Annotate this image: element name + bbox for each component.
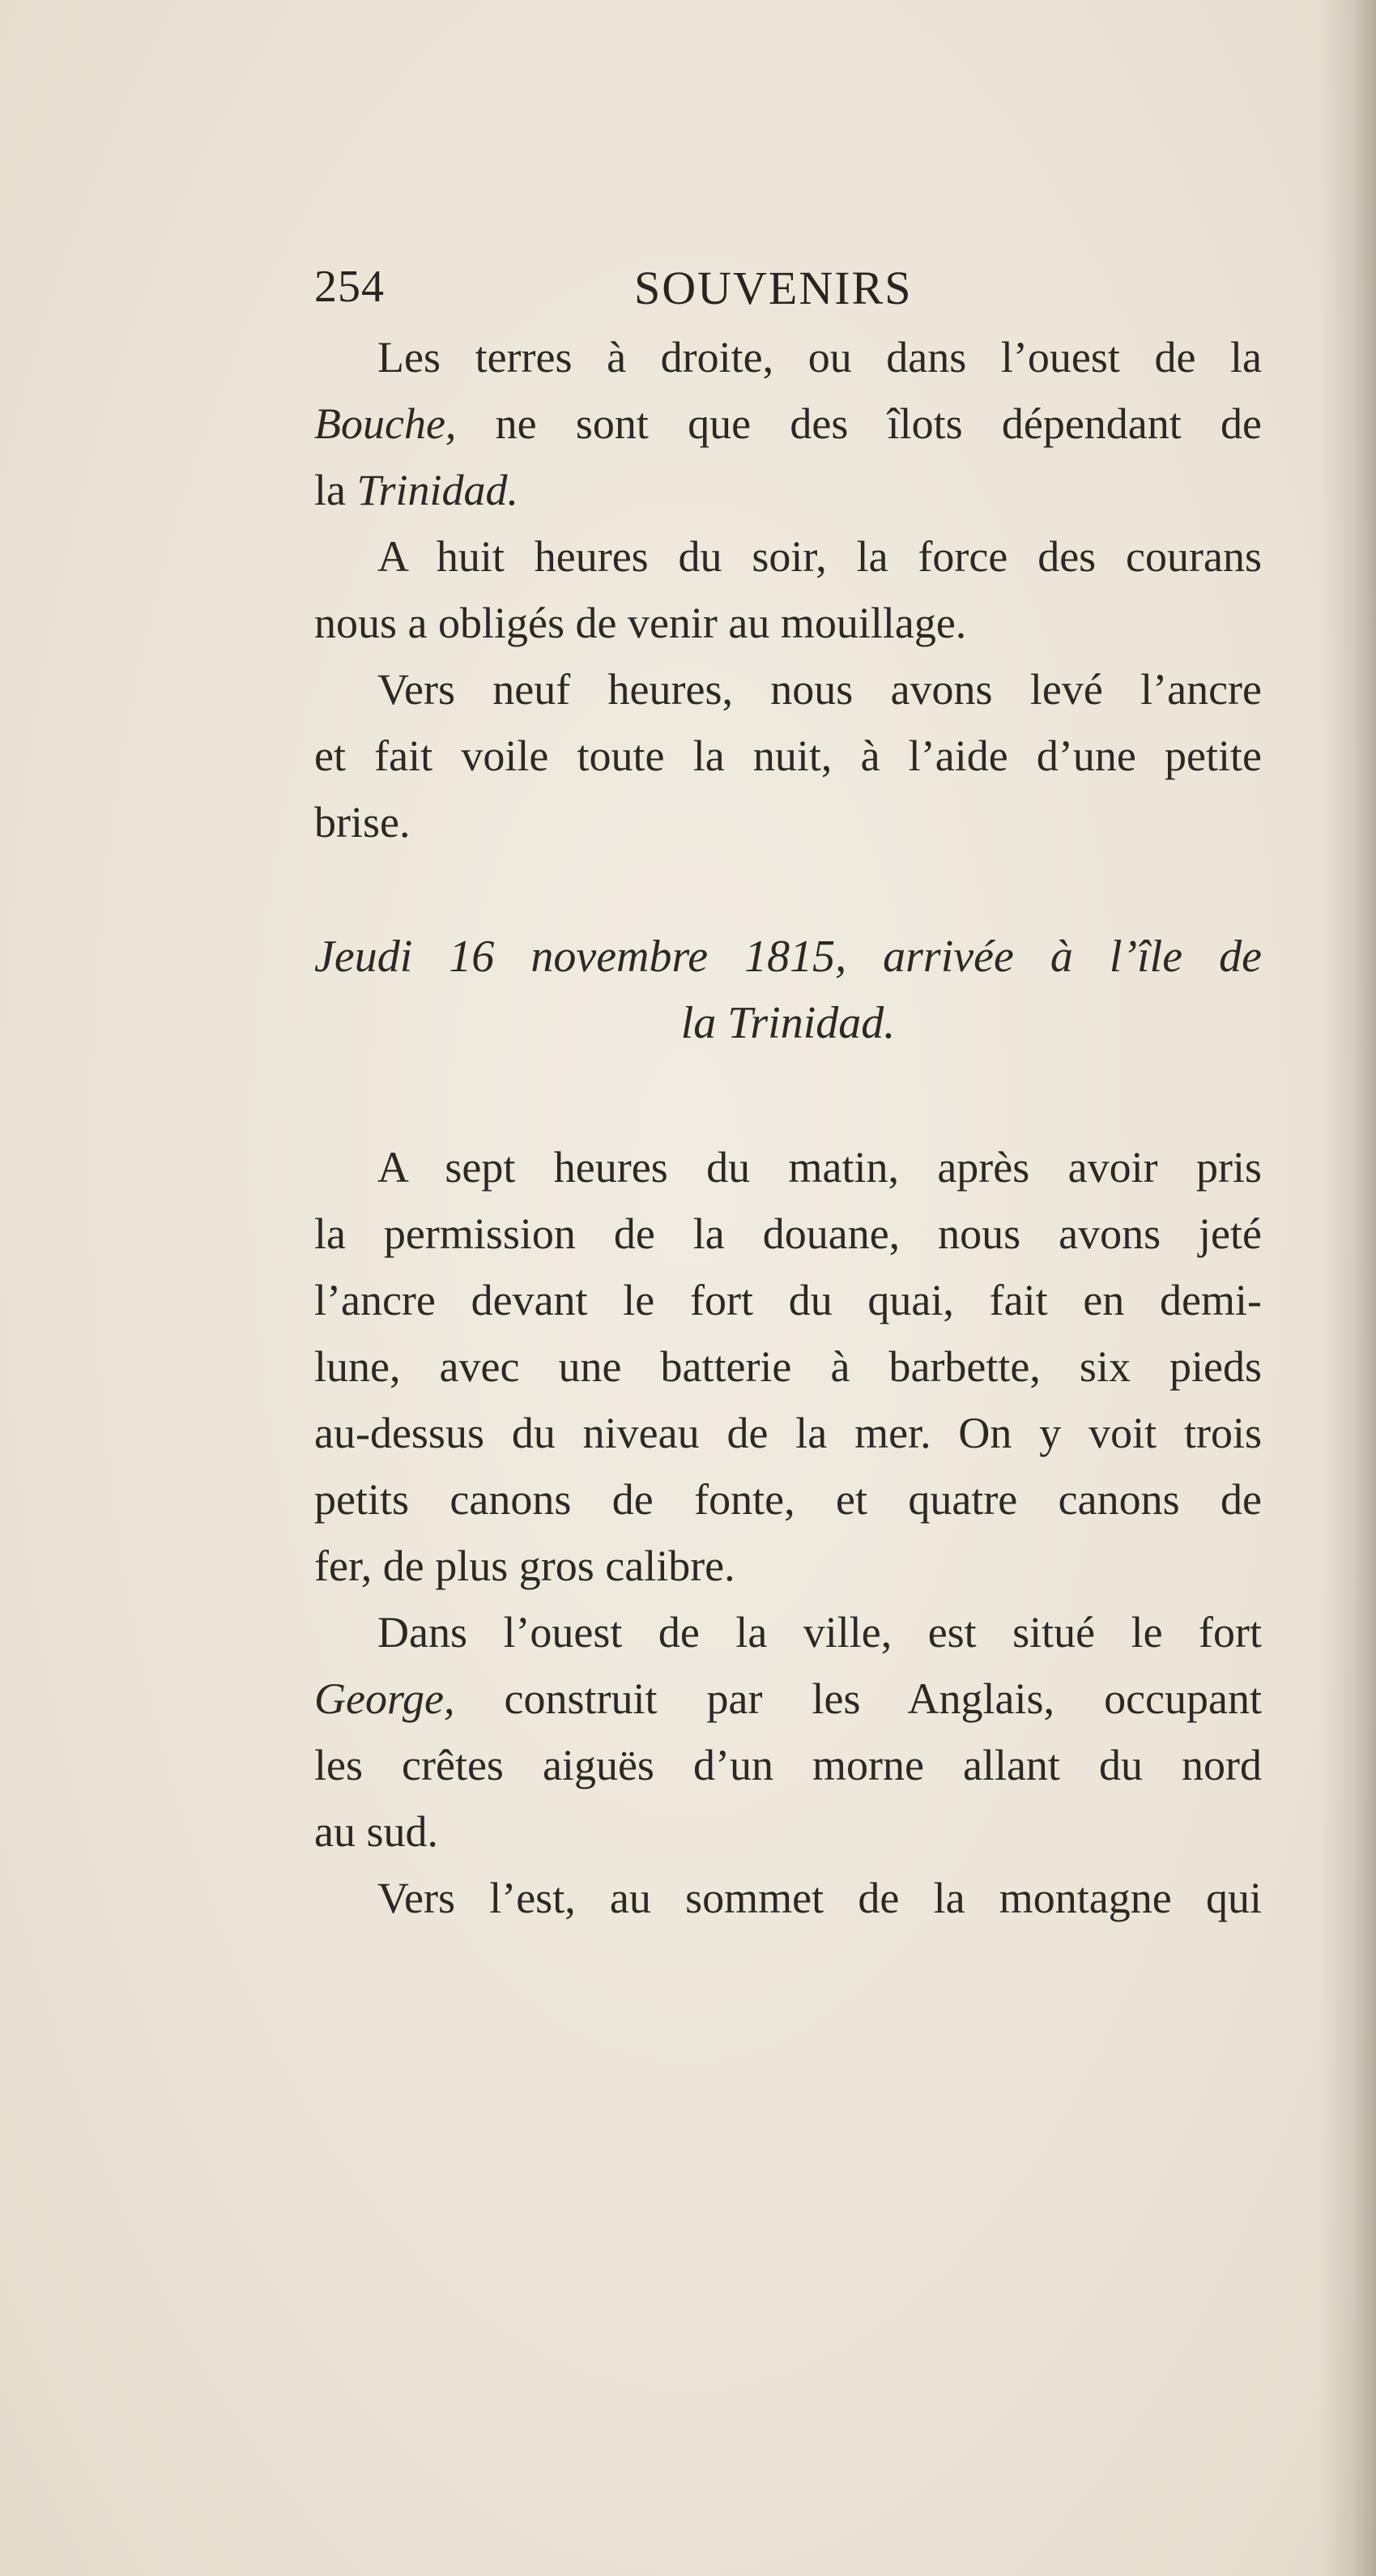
paragraph-line	[314, 390, 1262, 457]
running-head: SOUVENIRS	[634, 262, 913, 314]
page-body	[314, 324, 1262, 1931]
line-text: construit par les Anglais, occupant	[454, 1674, 1262, 1723]
paragraph-line	[314, 1665, 1262, 1732]
page-edge-shadow	[1319, 0, 1376, 2576]
section-spacer	[314, 855, 1262, 923]
paragraph-line: brise.	[314, 798, 411, 847]
paragraph-line: petits canons de fonte, et quatre canons de	[314, 1475, 1262, 1524]
section-heading-line: Jeudi 16 novembre 1815, arrivée à l’île de	[314, 932, 1262, 982]
paragraph-line: Les terres à droite, ou dans l’ouest de la	[377, 333, 1262, 382]
paragraph-line: fer, de plus gros calibre.	[314, 1542, 735, 1590]
line-text: la	[314, 466, 357, 514]
paragraph-line: lune, avec une batterie à barbette, six pieds	[314, 1342, 1262, 1391]
paragraph-line: l’ancre devant le fort du quai, fait en demi-	[314, 1276, 1262, 1324]
paragraph-line: la permission de la douane, nous avons jeté	[314, 1209, 1262, 1258]
italic-term: Bouche,	[314, 399, 457, 448]
paragraph-line: A sept heures du matin, après avoir pris	[377, 1143, 1262, 1192]
paragraph-line: les crêtes aiguës d’un morne allant du nord	[314, 1741, 1262, 1789]
paragraph-line: Dans l’ouest de la ville, est situé le fort	[377, 1608, 1262, 1657]
paragraph-line	[314, 457, 1262, 523]
paragraph-line: nous a obligés de venir au mouillage.	[314, 599, 967, 647]
paragraph-line: et fait voile toute la nuit, à l’aide d’une petite	[314, 731, 1262, 780]
paragraph-line: Vers neuf heures, nous avons levé l’ancre	[377, 665, 1262, 714]
page-number: 254	[314, 262, 385, 312]
section-heading-line: la Trinidad.	[680, 998, 896, 1048]
paragraph-line: au-dessus du niveau de la mer. On y voit trois	[314, 1409, 1262, 1457]
page-header	[314, 261, 1286, 326]
line-text: ne sont que des îlots dépendant de	[456, 399, 1262, 448]
italic-term: Trinidad.	[356, 466, 519, 514]
paragraph-line: Vers l’est, au sommet de la montagne qui	[377, 1874, 1262, 1922]
paragraph-line: au sud.	[314, 1807, 438, 1856]
italic-term: George,	[314, 1674, 455, 1723]
section-spacer	[314, 1056, 1262, 1134]
paragraph-line: A huit heures du soir, la force des courans	[377, 532, 1262, 581]
